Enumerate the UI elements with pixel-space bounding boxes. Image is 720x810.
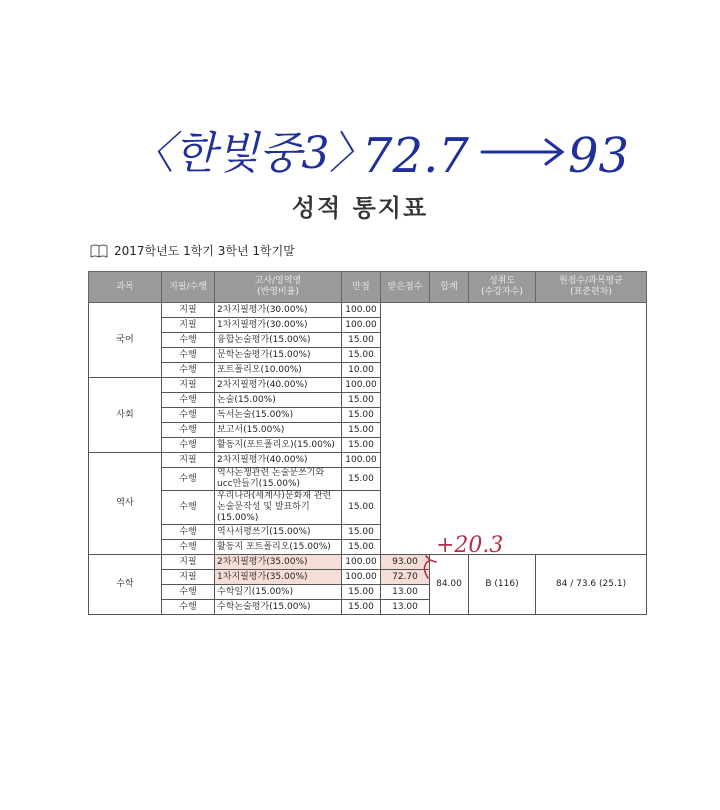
type-cell: 수행 [162,438,215,453]
exam-name-cell: 우리나라(세계사)문화재 관련 논술문작성 및 발표하기(15.00%) [215,491,342,525]
max-cell: 15.00 [342,333,381,348]
max-cell: 15.00 [342,585,381,600]
type-cell: 지필 [162,318,215,333]
max-cell: 15.00 [342,525,381,540]
type-cell: 수행 [162,525,215,540]
score-cell: 13.00 [381,585,430,600]
type-cell: 지필 [162,303,215,318]
type-cell: 지필 [162,570,215,585]
type-cell: 수행 [162,408,215,423]
table-row [89,303,647,318]
type-cell: 수행 [162,333,215,348]
grade-table [88,271,647,615]
max-cell: 100.00 [342,318,381,333]
score-cell: 93.00 [381,555,430,570]
exam-name-cell: 1차지필평가(30.00%) [215,318,342,333]
type-cell: 수행 [162,363,215,378]
exam-name-cell: 포트폴리오(10.00%) [215,363,342,378]
curved-arrow-icon [424,556,436,578]
type-cell: 수행 [162,423,215,438]
max-cell: 15.00 [342,408,381,423]
handwritten-after-score: 93 [568,128,630,184]
semester-text: 2017학년도 1학기 3학년 1학기말 [114,244,295,258]
arrow-icon [482,140,562,164]
type-cell: 수행 [162,585,215,600]
max-cell: 15.00 [342,540,381,555]
handwritten-before-score: 72.7 [362,128,469,184]
subject-cell: 수학 [89,555,162,615]
max-cell: 100.00 [342,570,381,585]
max-cell: 15.00 [342,423,381,438]
exam-name-cell: 활동지 포트폴리오(15.00%) [215,540,342,555]
exam-name-cell: 2차지필평가(35.00%) [215,555,342,570]
math-achievement-cell: B (116) [469,555,536,615]
subject-cell: 역사 [89,453,162,555]
exam-name-cell: 독서논술(15.00%) [215,408,342,423]
book-icon [90,244,108,258]
type-cell: 수행 [162,393,215,408]
header-exam-name: 고사/영역명 (반영비율) [215,272,342,303]
max-cell: 15.00 [342,491,381,525]
type-cell: 지필 [162,378,215,393]
type-cell: 지필 [162,453,215,468]
header-max: 만점 [342,272,381,303]
math-raw-average-cell: 84 / 73.6 (25.1) [536,555,647,615]
exam-name-cell: 수학논술평가(15.00%) [215,600,342,615]
exam-name-cell: 논술(15.00%) [215,393,342,408]
type-cell: 지필 [162,555,215,570]
empty-score-area [381,303,647,555]
max-cell: 100.00 [342,378,381,393]
max-cell: 15.00 [342,468,381,491]
subject-cell: 국어 [89,303,162,378]
header-raw-average: 원점수/과목평균 (표준편차) [536,272,647,303]
table-header-row [89,272,647,303]
subject-cell: 사회 [89,378,162,453]
header-type: 지필/수행 [162,272,215,303]
header-achievement: 성취도 (수강자수) [469,272,536,303]
type-cell: 수행 [162,468,215,491]
page-title: 성적 통지표 [291,194,429,222]
semester-line [90,242,295,259]
handwritten-book-name: 〈한빛중3〉 [130,128,374,179]
exam-name-cell: 1차지필평가(35.00%) [215,570,342,585]
max-cell: 15.00 [342,438,381,453]
type-cell: 수행 [162,600,215,615]
exam-name-cell: 문학논술평가(15.00%) [215,348,342,363]
handwritten-delta-annotation [410,526,520,582]
handwritten-delta-text: +20.3 [436,533,504,558]
max-cell: 100.00 [342,555,381,570]
math-total-cell: 84.00 [430,555,469,615]
max-cell: 10.00 [342,363,381,378]
table-row [89,555,647,570]
exam-name-cell: 보고서(15.00%) [215,423,342,438]
header-total: 합계 [430,272,469,303]
header-subject: 과목 [89,272,162,303]
score-cell: 72.70 [381,570,430,585]
max-cell: 100.00 [342,453,381,468]
max-cell: 15.00 [342,393,381,408]
exam-name-cell: 활동지(포트폴리오)(15.00%) [215,438,342,453]
exam-name-cell: 역사논쟁관련 논술문쓰기와 ucc만들기(15.00%) [215,468,342,491]
type-cell: 수행 [162,348,215,363]
exam-name-cell: 수학일기(15.00%) [215,585,342,600]
max-cell: 15.00 [342,600,381,615]
header-score: 받은점수 [381,272,430,303]
exam-name-cell: 2차지필평가(40.00%) [215,453,342,468]
max-cell: 100.00 [342,303,381,318]
type-cell: 수행 [162,540,215,555]
exam-name-cell: 융합논술평가(15.00%) [215,333,342,348]
type-cell: 수행 [162,491,215,525]
max-cell: 15.00 [342,348,381,363]
exam-name-cell: 역사서평쓰기(15.00%) [215,525,342,540]
score-cell: 13.00 [381,600,430,615]
exam-name-cell: 2차지필평가(40.00%) [215,378,342,393]
exam-name-cell: 2차지필평가(30.00%) [215,303,342,318]
